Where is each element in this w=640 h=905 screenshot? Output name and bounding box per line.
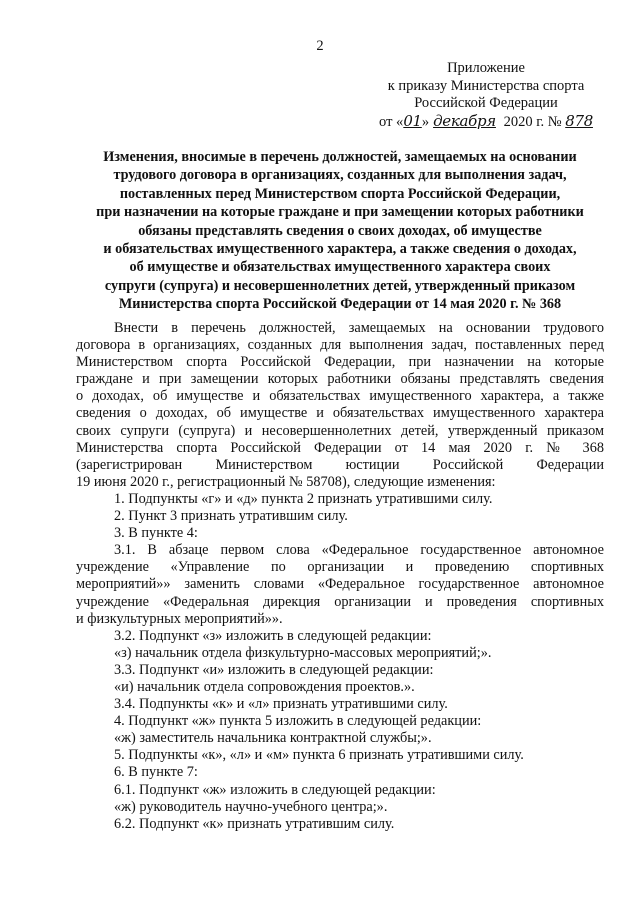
appendix-order-line: к приказу Министерства спорта [387,77,585,94]
body-line: (зарегистрирован Министерством юстиции Российской Федерации [76,456,604,473]
title-line: трудового договора в организациях, созданных для выполнения задач, [113,167,567,184]
date-prefix: от « [379,113,404,130]
body-line: 6.2. Подпункт «к» признать утратившим силу. [114,815,395,832]
appendix-ministry-line: Российской Федерации [414,95,558,112]
body-line: 3.3. Подпункт «и» изложить в следующей редакции: [114,661,434,678]
handwritten-month: декабря [433,111,496,130]
body-line: «ж) заместитель начальника контрактной службы;». [114,730,432,747]
appendix-date-line [366,113,606,132]
body-line: учреждение «Управление по организации и проведению спортивных [76,559,604,576]
body-line: 19 июня 2020 г., регистрационный № 58708), следующие изменения: [76,473,496,490]
title-line: об имуществе и обязательствах имущественного характера своих [129,259,551,276]
body-line: «ж) руководитель научно-учебного центра;». [114,798,388,815]
appendix-label: Приложение [447,60,525,76]
title-line: при назначении на которые граждане и при замещении которых работники [96,204,584,221]
body-line: сведения о доходах, об имуществе и обязательствах имущественного характера [76,405,604,422]
body-line: 4. Подпункт «ж» пункта 5 изложить в следующей редакции: [114,713,482,730]
page-number: 2 [316,38,324,54]
body-line: 2. Пункт 3 признать утратившим силу. [114,508,348,525]
body-line: Министерством спорта Российской Федерации, при назначении на которые [76,354,604,371]
handwritten-day: 01 [403,111,422,130]
handwritten-number: 878 [565,111,593,130]
date-mid: » [421,113,430,130]
date-year: 2020 г. № [499,113,566,130]
document-body [76,320,604,833]
body-line: учреждение «Федеральная дирекция организации и проведения спортивных [76,593,604,610]
appendix-block [366,60,606,131]
body-line: граждане и при замещении которых работники обязаны представлять сведения [76,371,604,388]
title-line: поставленных перед Министерством спорта Российской Федерации, [119,185,561,202]
title-line: супруги (супруга) и несовершеннолетних детей, утвержденный приказом [104,277,576,294]
title-line: Министерства спорта Российской Федерации от 14 мая 2020 г. № 368 [118,296,562,313]
body-line: Министерства спорта Российской Федерации от 14 мая 2020 г. № 368 [76,439,604,456]
body-line: 3.1. В абзаце первом слова «Федеральное государственное автономное [114,542,604,559]
body-line: 6.1. Подпункт «ж» изложить в следующей редакции: [114,781,436,798]
title-line: и обязательствах имущественного характера, а также сведения о доходах, [103,241,577,258]
body-line: «з) начальник отдела физкультурно-массовых мероприятий;». [114,644,492,661]
body-line: 3.2. Подпункт «з» изложить в следующей редакции: [114,627,432,644]
body-line: 1. Подпункты «г» и «д» пункта 2 признать утратившими силу. [114,490,493,507]
body-line: своих супруги (супруга) и несовершеннолетних детей, утвержденный приказом [76,422,604,439]
body-line: 3. В пункте 4: [114,525,198,542]
body-line: мероприятий»» заменить словами «Федеральное государственное автономное [76,576,604,593]
body-line: 5. Подпункты «к», «л» и «м» пункта 6 признать утратившими силу. [114,747,524,764]
body-line: «и) начальник отдела сопровождения проектов.». [114,678,415,695]
body-line: договора в организациях, созданных для выполнения задач, поставленных перед [76,337,604,354]
title-line: Изменения, вносимые в перечень должностей, замещаемых на основании [103,149,577,165]
body-line: о доходах, об имуществе и обязательствах имущественного характера, а также [76,388,604,405]
body-line: 3.4. Подпункты «к» и «л» признать утратившими силу. [114,696,448,713]
document-title [70,148,610,314]
body-line: и физкультурных мероприятий»». [76,610,283,627]
body-line: Внести в перечень должностей, замещаемых на основании трудового [114,320,604,336]
title-line: обязаны представлять сведения о своих доходах, об имуществе [138,222,542,239]
body-line: 6. В пункте 7: [114,764,198,781]
